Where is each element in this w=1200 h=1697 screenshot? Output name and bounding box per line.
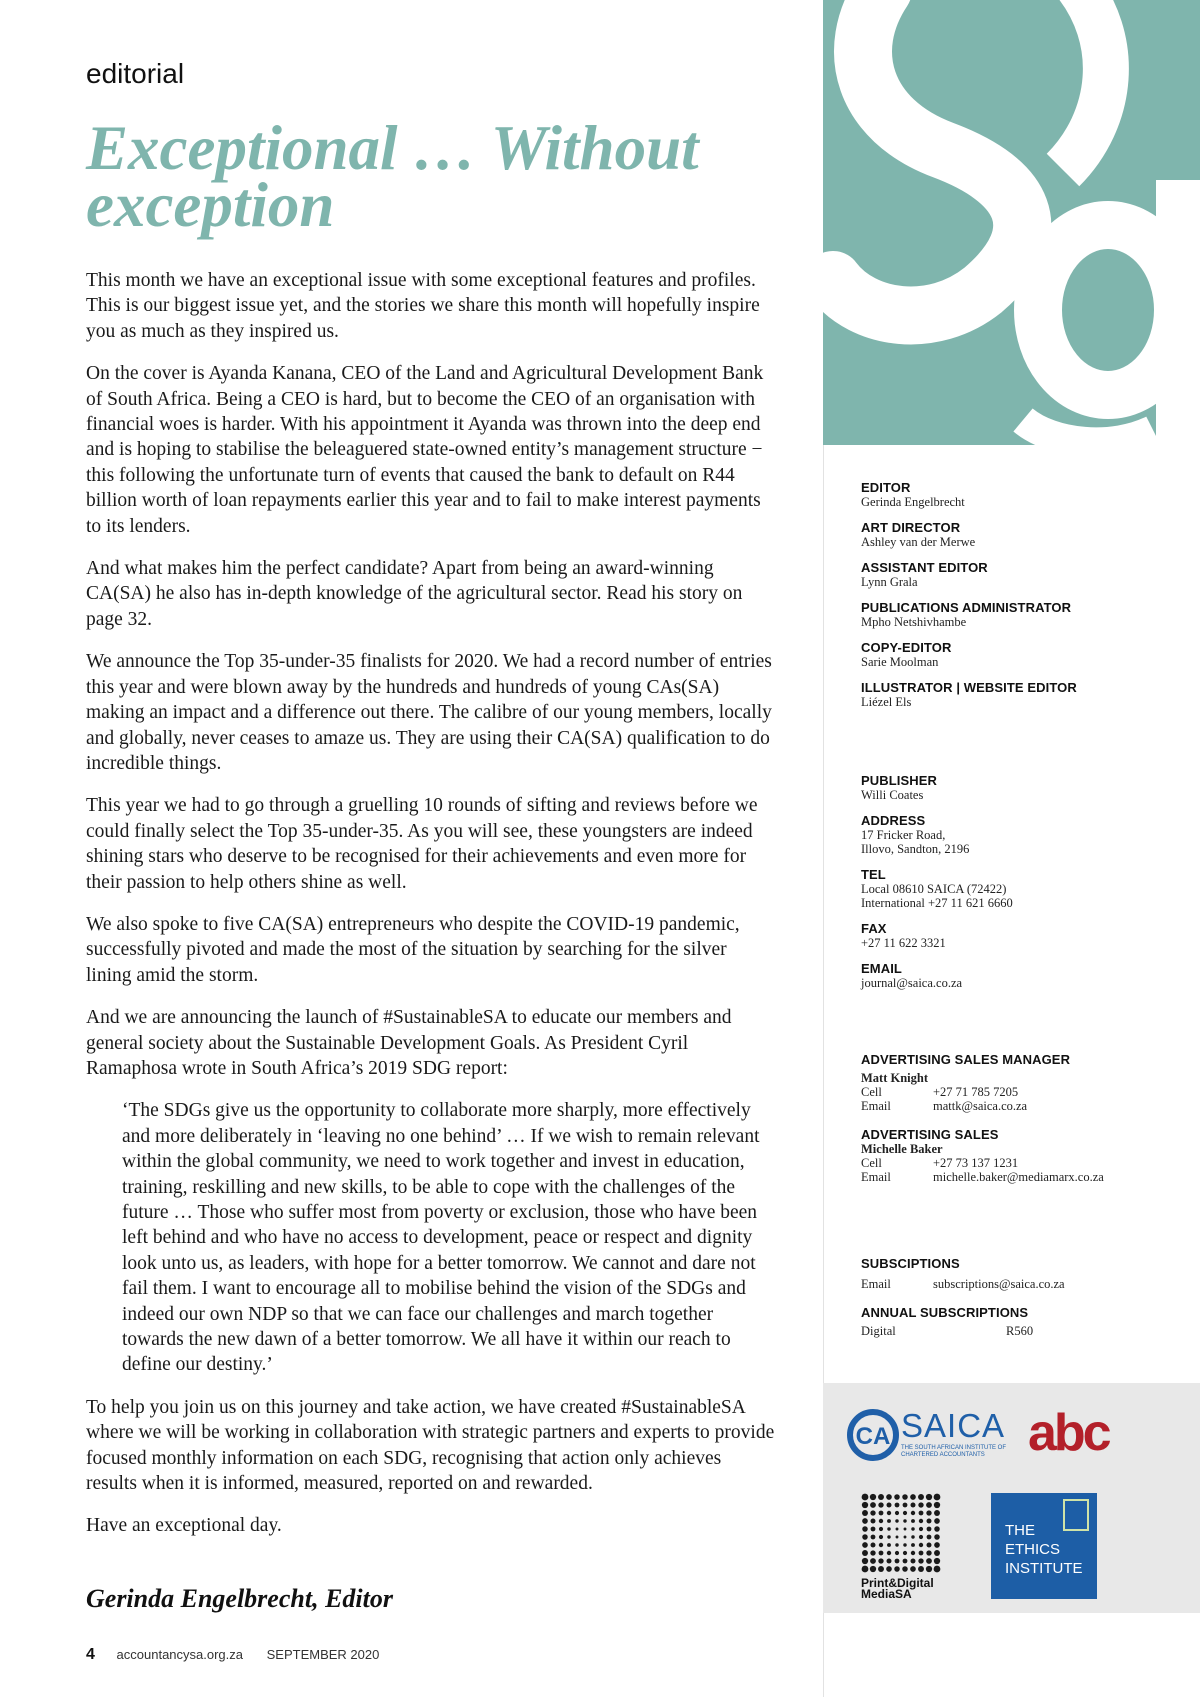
paragraph: We announce the Top 35-under-35 finalists for 2020. We had a record number of entries this year and were blown away by the hundreds and hundreds of young CAs(SA) making an impact and a difference out there. The calibre of our young members, locally and globally, never ceases to amaze us. They are using their CA(SA) qualification to do incredible things. [86, 651, 772, 774]
magazine-logo [823, 0, 1200, 445]
masthead-entry: SUBSCIPTIONS Email subscriptions@saica.co.za [861, 1256, 1065, 1291]
headline-line-2: exception [86, 170, 335, 240]
headline-line-1: Exceptional … Without [86, 113, 699, 183]
masthead-entry: EMAIL journal@saica.co.za [861, 961, 1191, 990]
masthead-entry: EDITOR Gerinda Engelbrecht [861, 480, 965, 509]
email-link[interactable]: subscriptions@saica.co.za [933, 1277, 1065, 1291]
page-footer [86, 1646, 379, 1664]
masthead-entry: FAX +27 11 622 3321 [861, 921, 946, 950]
email-link[interactable]: mattk@saica.co.za [933, 1099, 1028, 1113]
saica-ca-icon [847, 1409, 899, 1461]
masthead-editorial [861, 480, 1191, 720]
paragraph: And we are announcing the launch of #SustainableSA to educate our members and general society about the Sustainable Development Goals. As President Cyril Ramaphosa wrote in South Africa’s 2019 SDG report: [86, 1007, 732, 1079]
page-number: 4 [86, 1646, 95, 1663]
masthead-entry: ADDRESS 17 Fricker Road, Illovo, Sandton, 2196 [861, 813, 970, 856]
masthead-entry: PUBLICATIONS ADMINISTRATOR Mpho Netshivhambe [861, 600, 1072, 629]
email-link[interactable]: michelle.baker@mediamarx.co.za [933, 1170, 1104, 1184]
masthead-entry: ADVERTISING SALES Michelle Baker Cell +27 73 137 1231 Email michelle.baker@mediamarx.co.za [861, 1127, 1104, 1184]
masthead-entry: PUBLISHER Willi Coates [861, 773, 938, 802]
paragraph: This month we have an exceptional issue with some exceptional features and profiles. This is our biggest issue yet, and the stories we share this month will hopefully inspire you as much as they inspired us. [86, 270, 760, 342]
masthead-entry: ART DIRECTOR Ashley van der Merwe [861, 520, 976, 549]
masthead-entry: COPY-EDITOR Sarie Moolman [861, 640, 952, 669]
paragraph: This year we had to go through a gruelling 10 rounds of sifting and reviews before we could finally select the Top 35-under-35. As you will see, these youngsters are indeed shining stars who deserve to be recognised for their achievements and even more for their passion to help others shine as well. [86, 795, 758, 893]
footer-issue: SEPTEMBER 2020 [266, 1647, 380, 1662]
masthead-advertising [861, 1052, 1191, 1195]
paragraph: And what makes him the perfect candidate? Apart from being an award-winning CA(SA) he also has in-depth knowledge of the agricultural sector. Read his story on page 32. [86, 558, 743, 630]
partner-logos [823, 1383, 1200, 1613]
masthead-entry: ADVERTISING SALES MANAGER Matt Knight Cell +27 71 785 7205 Email mattk@saica.co.za [861, 1052, 1071, 1113]
email-link[interactable]: journal@saica.co.za [861, 976, 963, 990]
halftone-icon [861, 1493, 941, 1573]
masthead-entry: ANNUAL SUBSCRIPTIONS Digital R560 [861, 1305, 1034, 1338]
ethics-institute-logo: THE ETHICS INSTITUTE [991, 1493, 1097, 1599]
paragraph: Have an exceptional day. [86, 1515, 282, 1537]
masthead-entry: ILLUSTRATOR | WEBSITE EDITOR Liézel Els [861, 680, 1077, 709]
block-quote: ‘The SDGs give us the opportunity to collaborate more sharply, more effectively and more deliberately in ‘leaving no one behind’ … If we wish to remain relevant within the global community, we need to work together and invest in education, training, reskilling and new skills, to be able to cope with the challenges of the future … Those who suffer most from poverty or exclusion, those who have been left behind and who have no access to development, peace or respect and dignity look unto us, as leaders, with hope for a better tomorrow. We cannot and dare not fail them. I want to encourage all to mobilise behind the vision of the SDGs and indeed our own NDP so that we can face our challenges and march together towards the new dawn of a better tomorrow. We all have it within our reach to define our destiny.’ [122, 1100, 760, 1376]
abc-logo: abc [1028, 1404, 1109, 1462]
headline [86, 113, 786, 240]
paragraph: We also spoke to five CA(SA) entrepreneurs who despite the COVID-19 pandemic, successfully pivoted and made the most of the situation by searching for the silver lining amid the storm. [86, 913, 740, 986]
print-digital-media-logo: Print&Digital MediaSA [861, 1493, 951, 1605]
saica-logo: CA SAICA THE SOUTH AFRICAN INSTITUTE OF CHARTERED ACCOUNTANTS [847, 1407, 1007, 1477]
paragraph: To help you join us on this journey and take action, we have created #SustainableSA where we will be working in collaboration with strategic partners and experts to provide focused monthly information on each SDG, recognising that action only achieves results when it is informed, measured, reported on and rewarded. [86, 1396, 775, 1495]
masthead-subscriptions [861, 1256, 1191, 1349]
sa-monogram-icon [823, 0, 1200, 445]
svg-text:CA: CA [855, 1423, 891, 1450]
masthead-publisher [861, 773, 1191, 1001]
article-body [86, 268, 776, 1556]
paragraph: On the cover is Ayanda Kanana, CEO of the Land and Agricultural Development Bank of South Africa. Being a CEO is hard, but to become the CEO of an organisation with financial woes is harder. With his appointment it Ayanda was thrown into the deep end and is hoping to stabilise the beleaguered state-owned entity’s management structure − this following the unfortunate turn of events that caused the bank to default on R44 billion worth of loan repayments earlier this year and to fail to make interest payments to its lenders. [86, 363, 764, 537]
masthead-entry: TEL Local 08610 SAICA (72422) International +27 11 621 6660 [861, 867, 1013, 910]
masthead-entry: ASSISTANT EDITOR Lynn Grala [861, 560, 988, 589]
footer-website[interactable]: accountancysa.org.za [116, 1647, 243, 1662]
editor-signature: Gerinda Engelbrecht, Editor [86, 1584, 393, 1613]
section-label: editorial [86, 58, 185, 89]
